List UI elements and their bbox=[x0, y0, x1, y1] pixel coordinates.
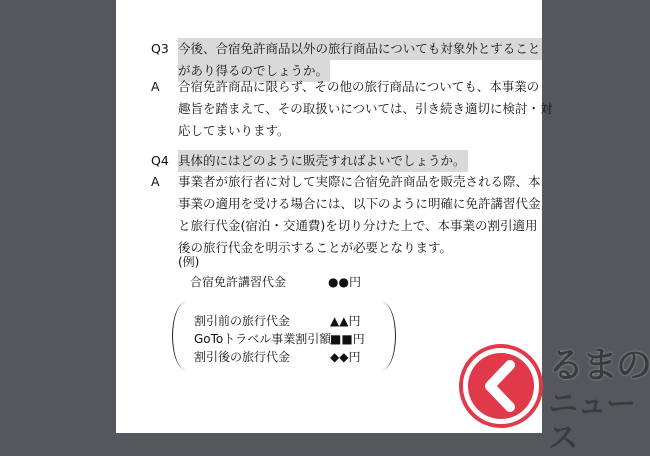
kuruma-logo-icon bbox=[458, 343, 544, 429]
answer-line: 応してまいります。 bbox=[178, 123, 290, 138]
license-fee-name: 合宿免許講習代金 bbox=[190, 275, 287, 289]
question-line: 具体的にはどのように販売すればよいでしょうか。 bbox=[178, 150, 468, 172]
price-before-discount-value: ▲▲円 bbox=[330, 314, 361, 328]
answer-line: 事業者が旅行者に対して実際に合宿免許商品を販売される際、本 bbox=[178, 174, 541, 189]
example-label: (例) bbox=[178, 255, 200, 269]
answer-line: 趣旨を踏まえて、その取扱いについては、引き続き適切に検討・対 bbox=[178, 101, 553, 116]
answer-label: A bbox=[151, 174, 160, 189]
question-line: 今後、合宿免許商品以外の旅行商品についても対象外とすること bbox=[178, 38, 542, 60]
answer-line: 合宿免許商品に限らず、その他の旅行商品についても、本事業の bbox=[178, 79, 540, 94]
price-after-discount-name: 割引後の旅行代金 bbox=[194, 350, 291, 364]
brand-name-bottom: ニュース bbox=[548, 387, 635, 456]
question-label: Q3 bbox=[151, 41, 169, 56]
answer-line: と旅行代金(宿泊・交通費)を切り分けた上で、本事業の割引適用 bbox=[178, 218, 538, 233]
question-line: があり得るのでしょうか。 bbox=[178, 60, 330, 82]
answer-line: 事業の適用を受ける場合には、以下のように明確に免許講習代金 bbox=[178, 196, 541, 211]
answer-label: A bbox=[151, 79, 160, 94]
price-after-discount-value: ◆◆円 bbox=[330, 350, 361, 364]
license-fee-value: ●●円 bbox=[328, 275, 361, 289]
discount-amount-value: ■■円 bbox=[330, 332, 365, 346]
brand-name-top: るまの bbox=[548, 345, 650, 386]
question-label: Q4 bbox=[151, 153, 169, 168]
discount-amount-name: GoToトラベル事業割引額 bbox=[194, 332, 332, 346]
answer-line: 後の旅行代金を明示することが必要となります。 bbox=[178, 240, 453, 255]
price-before-discount-name: 割引前の旅行代金 bbox=[194, 314, 291, 328]
